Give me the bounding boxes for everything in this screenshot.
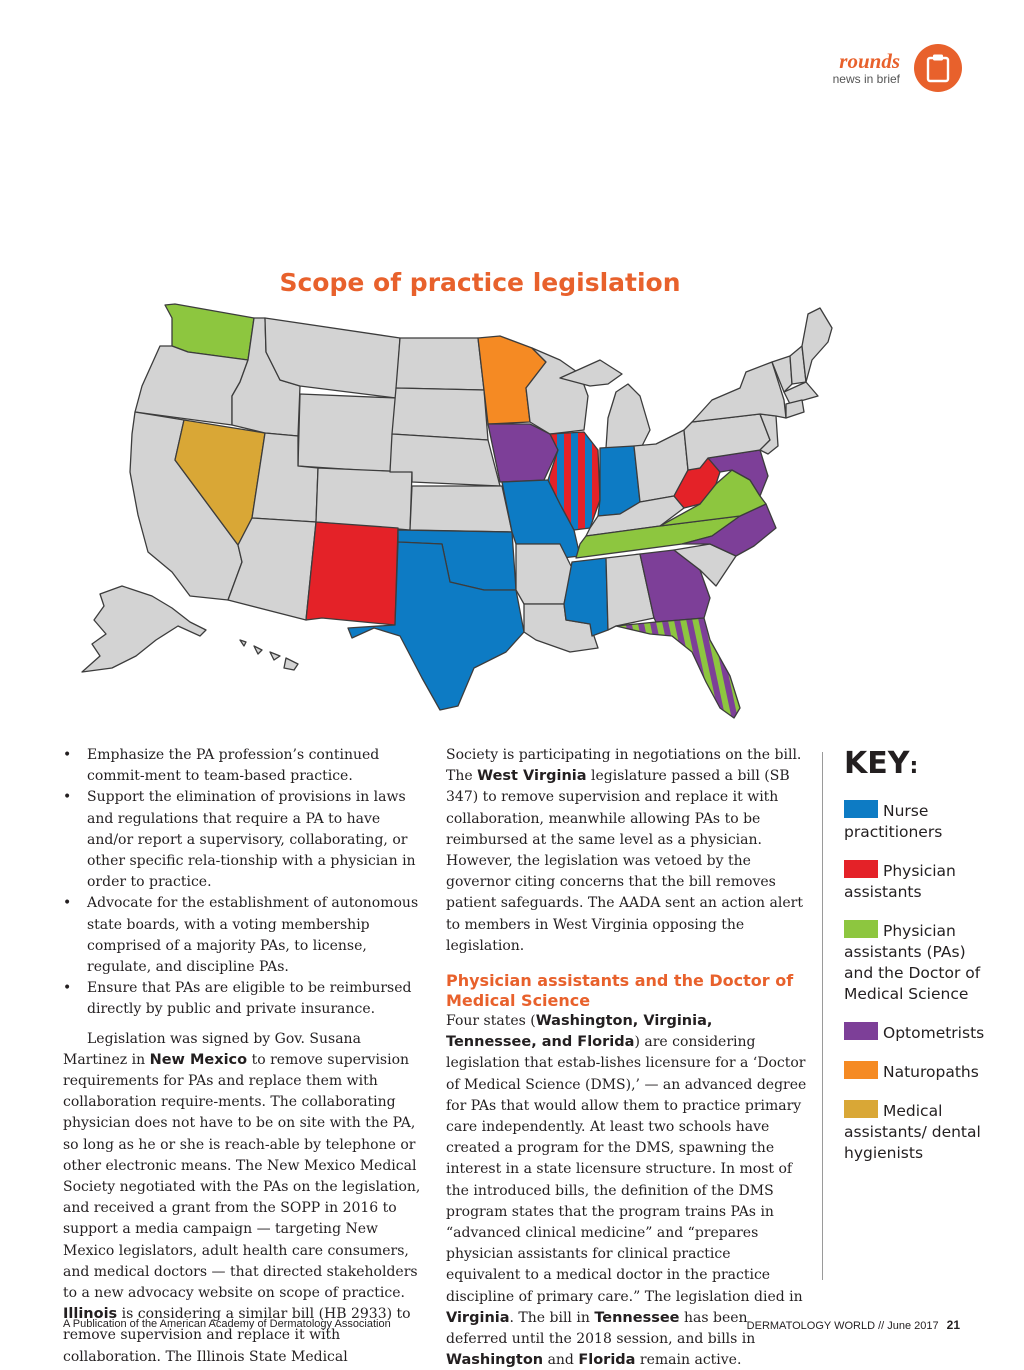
list-item: • Emphasize the PA profession’s continued commit-ment to team-based practice.: [63, 745, 423, 787]
section-title: rounds: [839, 49, 900, 73]
subheading: Physician assistants and the Doctor of Medical Science: [446, 971, 794, 1011]
paragraph-dms: Four states (Washington, Virginia, Tennessee, and Florida) are considering legislation that estab-lishes licensure for a ‘Doctor of Medical Science (DMS),’ — an advanced degree for PAs that would allow them to practice primary care independently. At least two schools have created a program for the DMS, spawning the interest in a state licensure structure. In most of the introduced bills, the definition of the DMS program states that the program trains PAs in “advanced clinical medicine” and “prepares physician assistants for clinical practice equivalent to a medical doctor in the practice discipline of primary care.” The legislation died in Virginia. The bill in Tennessee has been deferred until the 2018 session, and bills in Washington and Florida remain active.: [446, 1013, 807, 1369]
state-kansas: [410, 486, 512, 532]
swatch: [844, 800, 878, 818]
swatch: [844, 920, 878, 938]
state-wyoming: [298, 394, 396, 472]
state-south-dakota: [392, 388, 488, 440]
clipboard-icon: [914, 44, 962, 92]
state-florida: [616, 618, 740, 718]
state-oregon: [135, 346, 248, 425]
list-item: • Support the elimination of provisions in laws and regulations that require a PA to have and/or report a supervisory, collaborating, or other specific rela-tionship with a physician in order to practice.: [63, 787, 423, 893]
list-item: • Ensure that PAs are eligible to be reimbursed directly by public and private insurance.: [63, 978, 423, 1020]
paragraph-west-virginia: Society is participating in negotiations on the bill. The West Virginia legislature passed a bill (SB 347) to remove supervision and replace it with collaboration, meanwhile allowing PAs to be reimbursed at the same level as a physician. However, the legislation was vetoed by the governor citing concerns that the bill removes patient safeguards. The AADA sent an action alert to members in West Virginia opposing the legislation.: [446, 747, 803, 954]
state-hawaii: [240, 640, 298, 670]
article-column-2: [446, 745, 808, 1370]
state-colorado: [316, 468, 412, 530]
article-column-1: [63, 745, 423, 1368]
key-item-optometrists: Optometrists: [844, 1022, 994, 1044]
list-item: • Advocate for the establishment of autonomous state boards, with a voting membership comprised of a majority PAs, to license, regulate, and discipline PAs.: [63, 893, 423, 978]
swatch: [844, 1100, 878, 1118]
state-north-dakota: [396, 338, 484, 390]
key-item-medical-assistants: Medical assistants/ dental hygienists: [844, 1102, 981, 1162]
section-header: [833, 44, 962, 92]
state-new-mexico: [306, 522, 398, 625]
paragraph-new-mexico: Legislation was signed by Gov. Susana Martinez in New Mexico to remove supervision requirements for PAs and replace them with collaboration require-ments. The collaborating physician does not have to be on site with the PA, so long as he or she is reach-able by telephone or other electronic means. The New Mexico Medical Society negotiated with the PAs on the legislation, and received a grant from the SOPP in 2016 to support a media campaign — targeting New Mexico legislators, adult health care consumers, and medical doctors — that directed stakeholders to a new advocacy website on scope of practice. Illinois is considering a similar bill (HB 2933) to remove supervision and replace it with collaboration. The Illinois State Medical: [63, 1030, 421, 1365]
page-number: 21: [946, 1318, 960, 1332]
state-connecticut: [786, 400, 804, 418]
state-alaska: [82, 586, 206, 672]
us-map: [60, 300, 860, 740]
swatch: [844, 1061, 878, 1079]
section-header-text: [833, 50, 900, 86]
key-item-physician-assistants: Physician assistants: [844, 862, 956, 901]
key-item-pa-dms: Physician assistants (PAs) and the Doctor of Medical Science: [844, 922, 981, 1003]
key-item-naturopaths: Naturopaths: [844, 1061, 994, 1083]
map-title: Scope of practice legislation: [279, 268, 681, 297]
swatch: [844, 860, 878, 878]
state-arkansas: [516, 544, 572, 604]
key-item-nurse-practitioners: Nurse practitioners: [844, 802, 943, 841]
column-divider: [822, 752, 823, 1280]
swatch: [844, 1022, 878, 1040]
state-maine: [802, 308, 832, 382]
map-key: [844, 745, 994, 1181]
bullet-list: [63, 745, 423, 1021]
state-new-york: [692, 362, 786, 422]
footer-issue: DERMATOLOGY WORLD // June 2017 21: [746, 1318, 960, 1332]
footer-publication: A Publication of the American Academy of Dermatology Association: [63, 1318, 391, 1330]
section-subtitle: news in brief: [832, 72, 900, 86]
key-title: KEY:: [844, 746, 919, 781]
